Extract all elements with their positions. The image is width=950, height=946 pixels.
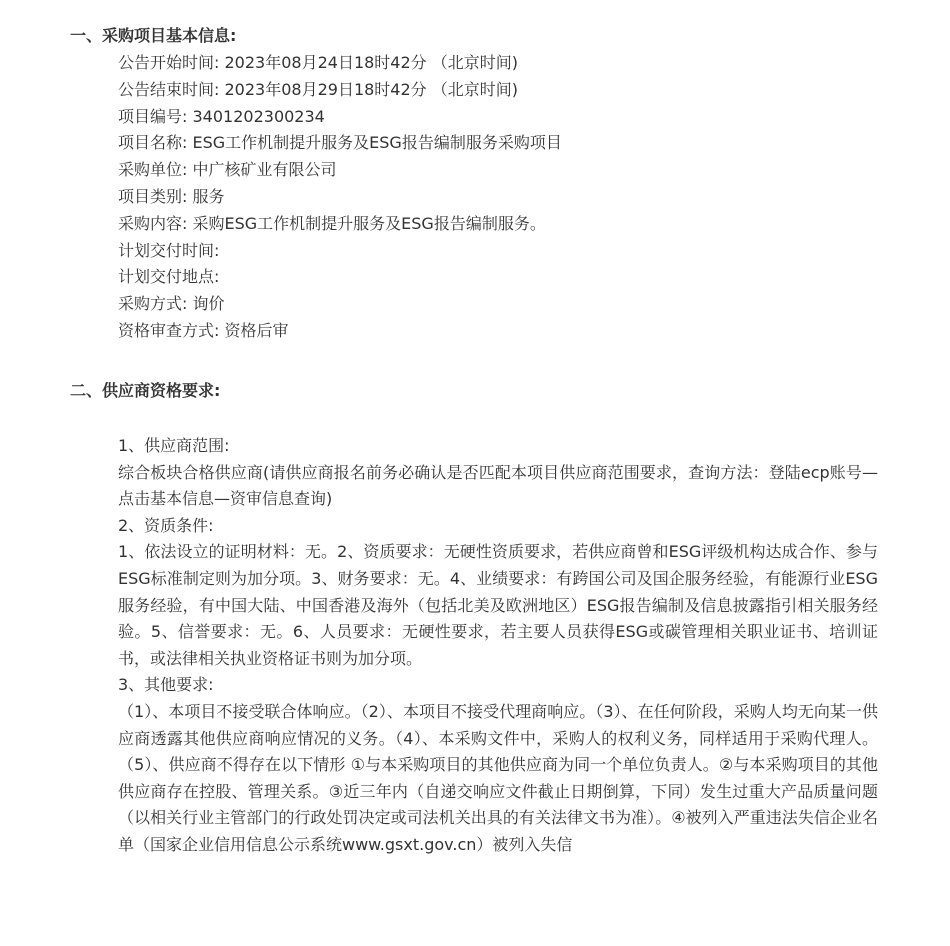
info-label: 公告结束时间: [118, 79, 220, 99]
other-requirements-text: （1）、本项目不接受联合体响应。（2）、本项目不接受代理商响应。（3）、在任何阶段，采购人均无向某一供应商透露其他供应商响应情况的义务。（4）、本采购文件中，采购人的权利义务，同样适用于采购代理人。（5）、供应商不得存在以下情形 ①与本采购项目的其他供应商为同一个单位负责人。②与本采购项目的其他供应商存在控股、管理关系。③近三年内（自递交响应文件截止日期倒算，下同）发生过重大产品质量问题（以相关行业主管部门的行政处罚决定或司法机关出具的有关法律文书为准）。④被列入严重违法失信企业名单（国家企业信用信息公示系统www.gsxt.gov.cn）被列入失信 [118, 701, 878, 854]
info-row-start-time [118, 50, 562, 77]
info-label: 计划交付地点: [118, 267, 220, 287]
info-value: 资格后审 [224, 320, 289, 340]
section-heading-supplier-requirements: 二、供应商资格要求: [70, 381, 221, 400]
info-value: 询价 [192, 294, 225, 314]
info-label: 项目名称: [118, 133, 188, 153]
scope-title: 1、供应商范围: [118, 436, 230, 455]
info-label: 项目编号: [118, 106, 188, 126]
info-label: 采购方式: [118, 294, 188, 314]
info-label: 采购单位: [118, 160, 188, 180]
info-value: 2023年08月24日18时42分 （北京时间) [224, 53, 518, 72]
info-row-purchaser [118, 157, 562, 184]
info-value: 2023年08月29日18时42分 （北京时间) [224, 79, 518, 99]
basic-info-list [118, 50, 562, 345]
scope-text: 综合板块合格供应商(请供应商报名前务必确认是否匹配本项目供应商范围要求，查询方法：登陆ecp账号—点击基本信息—资审信息查询) [118, 462, 878, 509]
info-row-end-time [118, 77, 562, 104]
info-value: 中广核矿业有限公司 [192, 160, 337, 180]
info-row-project-name [118, 130, 562, 157]
info-row-purchase-method [118, 291, 562, 318]
info-value: 3401202300234 [192, 106, 325, 126]
info-label: 项目类别: [118, 186, 188, 206]
info-label: 公告开始时间: [118, 53, 220, 72]
info-row-delivery-place [118, 264, 562, 291]
info-label: 采购内容: [118, 213, 188, 233]
info-row-purchase-content [118, 211, 562, 238]
info-row-project-number [118, 104, 562, 131]
info-value: 服务 [192, 186, 225, 206]
section-heading-basic-info: 一、采购项目基本信息: [70, 26, 237, 45]
info-value: ESG工作机制提升服务及ESG报告编制服务采购项目 [192, 133, 562, 153]
info-row-project-category [118, 184, 562, 211]
other-requirements-title: 3、其他要求: [118, 675, 214, 695]
info-row-delivery-time [118, 238, 562, 265]
info-label: 资格审查方式: [118, 320, 220, 340]
supplier-requirements [118, 433, 878, 859]
qualification-title: 2、资质条件: [118, 515, 214, 535]
info-label: 计划交付时间: [118, 240, 220, 260]
info-row-qualification-review [118, 318, 562, 345]
qualification-text: 1、依法设立的证明材料：无。2、资质要求：无硬性资质要求，若供应商曾和ESG评级机构达成合作、参与ESG标准制定则为加分项。3、财务要求：无。4、业绩要求：有跨国公司及国企服务经验，有能源行业ESG服务经验，有中国大陆、中国香港及海外（包括北美及欧洲地区）ESG报告编制及信息披露指引相关服务经验。5、信誉要求：无。6、人员要求：无硬性要求，若主要人员获得ESG或碳管理相关职业证书、培训证书，或法律相关执业资格证书则为加分项。 [118, 542, 878, 668]
info-value: 采购ESG工作机制提升服务及ESG报告编制服务。 [192, 213, 546, 233]
